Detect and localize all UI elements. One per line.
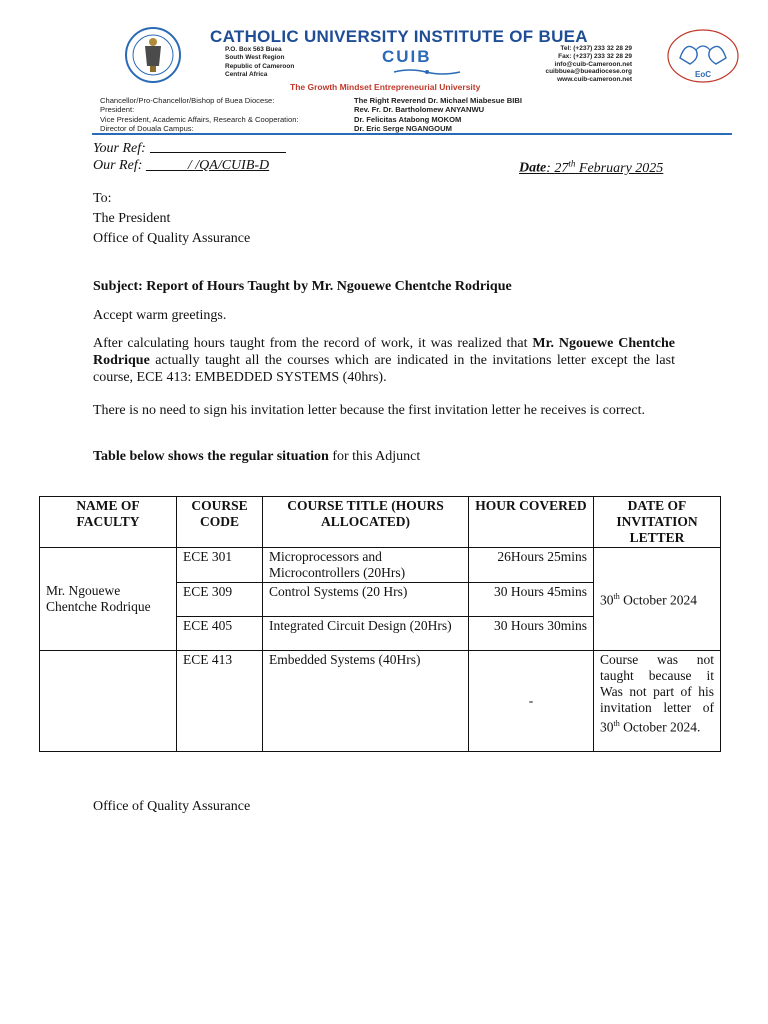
note-cell [594,651,721,752]
officer-roles [100,96,299,134]
contact-line: Tel: (+237) 233 32 28 29 [560,45,632,52]
contact-line: info@cuib-Cameroon.net [554,60,632,68]
officer-role: Director of Douala Campus: [100,124,194,134]
invitation-suffix: th [613,592,620,602]
header-divider [92,133,732,135]
table-header-row [40,497,721,548]
course-code-cell: ECE 301 [177,548,263,583]
recipient-line: The President [93,211,171,226]
address-line: P.O. Box 563 Buea [225,46,282,53]
course-code-cell: ECE 405 [177,617,263,651]
to-label: To: [93,191,112,206]
address-line: South West Region [225,54,285,62]
faculty-cell-empty [40,651,177,752]
university-seal-logo [112,26,194,84]
faculty-cell: Mr. Ngouewe Chentche Rodrique [40,548,177,651]
column-header: COURSE TITLE (HOURS ALLOCATED) [263,497,469,548]
column-header: HOUR COVERED [469,497,594,548]
invitation-day: 30 [600,592,614,608]
course-code-cell: ECE 413 [177,651,263,752]
our-ref-text: / /QA/CUIB-D [187,158,270,173]
note-suffix: th [613,719,620,728]
table-intro-rest: for this Adjunct [328,449,421,464]
officer-name: Dr. Eric Serge NGANGOUM [354,124,452,134]
officer-role: Vice President, Academic Affairs, Research & Cooperation: [100,114,299,124]
body-paragraph: There is no need to sign his invitation letter because the first invitation letter he receives is correct. [93,403,646,418]
lecturer-name: Mr. Ngouewe Chentche Rodrique [93,336,675,368]
course-title-cell: Integrated Circuit Design (20Hrs) [263,617,469,651]
contact-line: cuibbuea@bueadiocese.org [545,68,632,76]
hours-cell: 26Hours 25mins [469,548,594,583]
recipient-line: Office of Quality Assurance [93,231,251,246]
date-day: 27 [554,160,569,176]
officer-names [354,96,522,134]
university-name: CATHOLIC UNIVERSITY INSTITUTE OF BUEA [210,27,588,46]
contact-line: www.cuib-cameroon.net [557,76,632,84]
our-ref-value [146,158,269,173]
para-text: After calculating hours taught from the record of work, it was realized that [93,336,533,351]
officer-role: Chancellor/Pro-Chancellor/Bishop of Buea Diocese: [100,96,275,105]
your-ref-line [93,140,286,157]
your-ref-blank [150,140,286,153]
note-text: Course was not taught because it Was not part of his invitation letter of 30 [600,652,714,735]
cuib-swoosh-icon [392,68,462,76]
officer-role: President: [100,105,135,115]
footer-signature: Office of Quality Assurance [93,799,251,814]
cuib-wordmark: CUIB [382,47,432,66]
subject-line: Subject: Report of Hours Taught by Mr. Ngouewe Chentche Rodrique [93,279,512,294]
address-line: Republic of Cameroon [225,62,295,70]
officer-name: The Right Reverend Dr. Michael Miabesue BIBI [354,96,522,105]
table-row [40,548,721,583]
hours-cell: 30 Hours 30mins [469,617,594,651]
course-title-cell: Control Systems (20 Hrs) [263,583,469,617]
table-intro [93,448,420,465]
table-intro-bold: Table below shows the regular situation [93,449,329,464]
greeting: Accept warm greetings. [93,308,227,323]
our-ref-label: Our Ref: [93,158,143,173]
column-header: NAME OF FACULTY [40,497,177,548]
officer-name: Dr. Felicitas Atabong MOKOM [354,114,462,124]
para-text: actually taught all the courses which are indicated in the invitations letter except the last course, ECE 413: EMBEDDED SYSTEMS (40hrs). [93,353,675,385]
date-line: Date: 27th February 2025 [519,158,664,176]
course-code-cell: ECE 309 [177,583,263,617]
date-label: Date [519,160,547,176]
contact-block [510,45,632,84]
hours-cell: - [469,651,594,752]
column-header: COURSE CODE [177,497,263,548]
course-title-cell: Embedded Systems (40Hrs) [263,651,469,752]
officer-name: Rev. Fr. Dr. Bartholomew ANYANWU [354,105,485,115]
economy-of-communion-logo [666,28,740,84]
recipient-block [93,189,250,249]
course-title-cell: Microprocessors and Microcontrollers (20Hrs) [263,548,469,583]
note-text: October 2024. [623,719,701,735]
address-block [225,46,294,80]
our-ref-line [93,158,269,174]
hours-cell: 30 Hours 45mins [469,583,594,617]
date-suffix: th [568,158,576,168]
university-tagline: The Growth Mindset Entrepreneurial University [290,82,481,92]
hours-table [39,496,721,752]
address-line: Central Africa [225,71,268,79]
your-ref-label: Your Ref: [93,141,146,156]
table-row [40,651,721,752]
column-header: DATE OF INVITATION LETTER [594,497,721,548]
contact-line: Fax: (+237) 233 32 28 29 [558,52,632,60]
body-paragraph [93,335,675,386]
svg-text:EoC: EoC [695,70,711,79]
invitation-date-cell [594,548,721,651]
date-month-year: February 2025 [578,160,664,176]
invitation-month-year: October 2024 [623,592,697,608]
